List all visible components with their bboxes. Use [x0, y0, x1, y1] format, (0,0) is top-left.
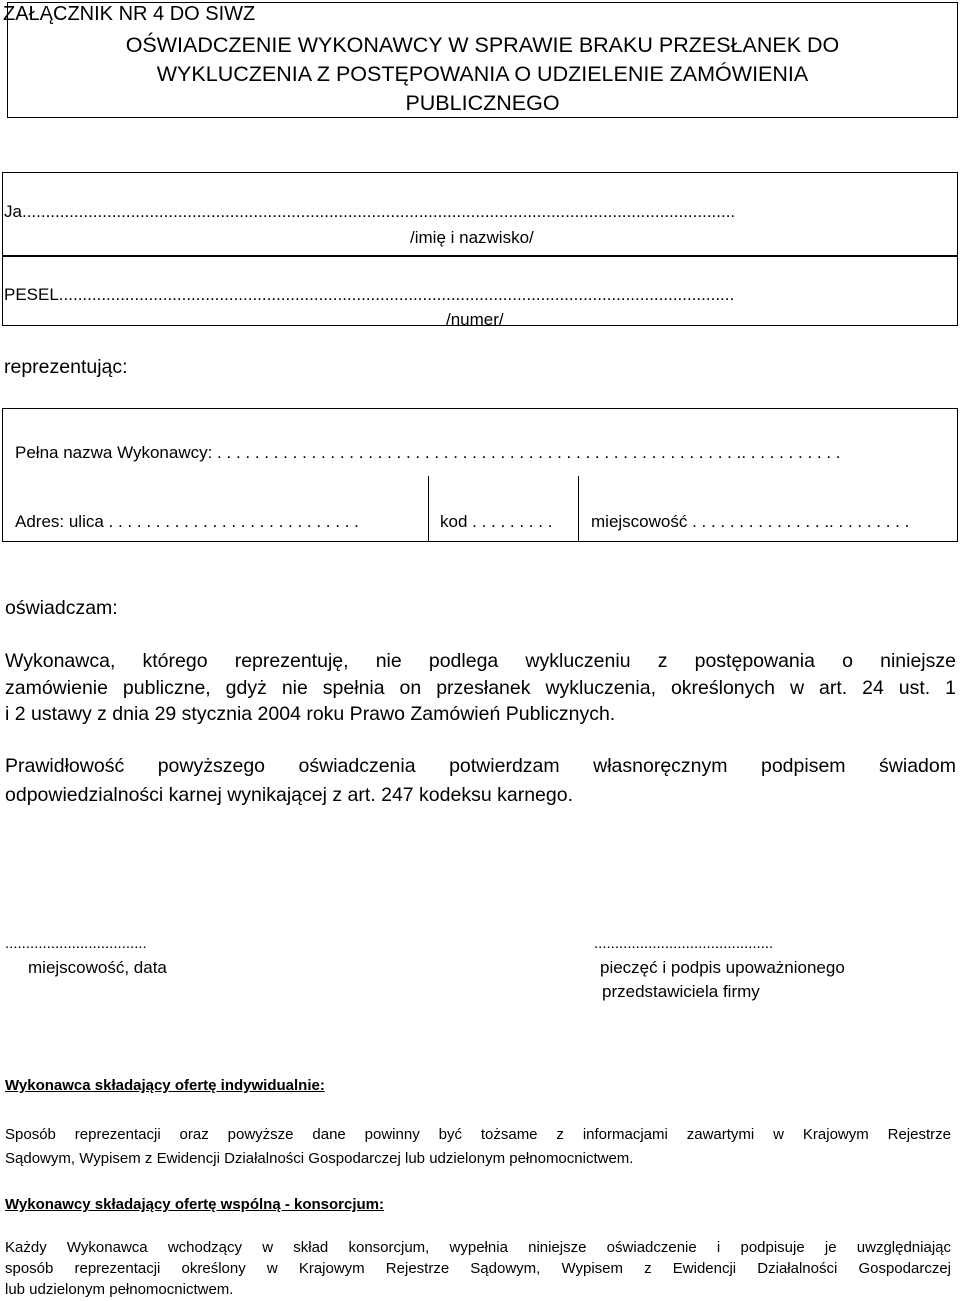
place-date-caption: miejscowość, data — [28, 958, 167, 977]
address-street-field[interactable]: Adres: ulica . . . . . . . . . . . . . . . . . . . . . . . . . . . — [15, 512, 359, 531]
address-city-field[interactable]: miejscowość . . . . . . . . . . . . . . .. . . . . . . . . — [591, 512, 910, 531]
stamp-signature-dotted-line[interactable]: ........................................... — [594, 935, 774, 952]
declaration-para1-line-1: Wykonawca, którego reprezentuję, nie podlega wykluczeniu z postępowania o niniejsze — [5, 650, 956, 672]
consortium-note-line-2: sposób reprezentacji określony w Krajowym Rejestrze Sądowym, Wypisem z Ewidencji Działalności Gospodarczej — [5, 1260, 951, 1277]
declaration-para2-line-2: odpowiedzialności karnej wynikającej z art. 247 kodeksu karnego. — [5, 784, 573, 806]
stamp-signature-caption-line-1: pieczęć i podpis upoważnionego — [600, 958, 845, 977]
pesel-caption: /numer/ — [446, 310, 504, 329]
declaration-para1-line-3: i 2 ustawy z dnia 29 stycznia 2004 roku Prawo Zamówień Publicznych. — [5, 703, 616, 725]
consortium-note-line-1: Każdy Wykonawca wchodzący w skład konsorcjum, wypełnia niniejsze oświadczenie i podpisuje je uwzględniając — [5, 1239, 951, 1256]
document-title-line-3: PUBLICZNEGO — [405, 91, 560, 115]
address-code-field[interactable]: kod . . . . . . . . . — [440, 512, 553, 531]
stamp-signature-caption-line-2: przedstawiciela firmy — [602, 982, 760, 1001]
individual-offer-note-line-1: Sposób reprezentacji oraz powyższe dane powinny być tożsame z informacjami zawartymi w Krajowym Rejestrze — [5, 1126, 951, 1143]
document-title-line-2: WYKLUCZENIA Z POSTĘPOWANIA O UDZIELENIE ZAMÓWIENIA — [156, 62, 809, 86]
individual-offer-heading: Wykonawca składający ofertę indywidualnie: — [5, 1077, 325, 1094]
address-divider-2 — [578, 476, 579, 542]
name-caption: /imię i nazwisko/ — [410, 228, 534, 247]
name-field[interactable]: Ja....................................................................................................................................................... — [4, 202, 736, 221]
place-date-dotted-line[interactable]: .................................. — [5, 935, 147, 952]
contractor-name-field[interactable]: Pełna nazwa Wykonawcy: . . . . . . . . . . . . . . . . . . . . . . . . . . . . . . . . . . . . . . . . . . . . . . . . . . . . . . . .. . . . . . . . . . . — [15, 443, 841, 462]
pesel-field[interactable]: PESEL............................................................................................................................................... — [4, 285, 735, 304]
consortium-note-line-3: lub udzielonym pełnomocnictwem. — [5, 1281, 234, 1298]
consortium-offer-heading: Wykonawcy składający ofertę wspólną - konsorcjum: — [5, 1196, 385, 1213]
individual-offer-note-line-2: Sądowym, Wypisem z Ewidencji Działalności Gospodarczej lub udzielonym pełnomocnictwem. — [5, 1150, 634, 1167]
document-title-line-1: OŚWIADCZENIE WYKONAWCY W SPRAWIE BRAKU PRZESŁANEK DO — [125, 33, 840, 57]
declaration-heading: oświadczam: — [5, 597, 118, 619]
declaration-para2-line-1: Prawidłowość powyższego oświadczenia potwierdzam własnoręcznym podpisem świadom — [5, 755, 956, 777]
address-divider-1 — [428, 476, 429, 542]
representing-label: reprezentując: — [4, 356, 128, 378]
annex-label: ZAŁĄCZNIK NR 4 DO SIWZ — [3, 3, 256, 25]
declaration-para1-line-2: zamówienie publiczne, gdyż nie spełnia on przesłanek wykluczenia, określonych w art. 24 ust. 1 — [5, 677, 956, 699]
